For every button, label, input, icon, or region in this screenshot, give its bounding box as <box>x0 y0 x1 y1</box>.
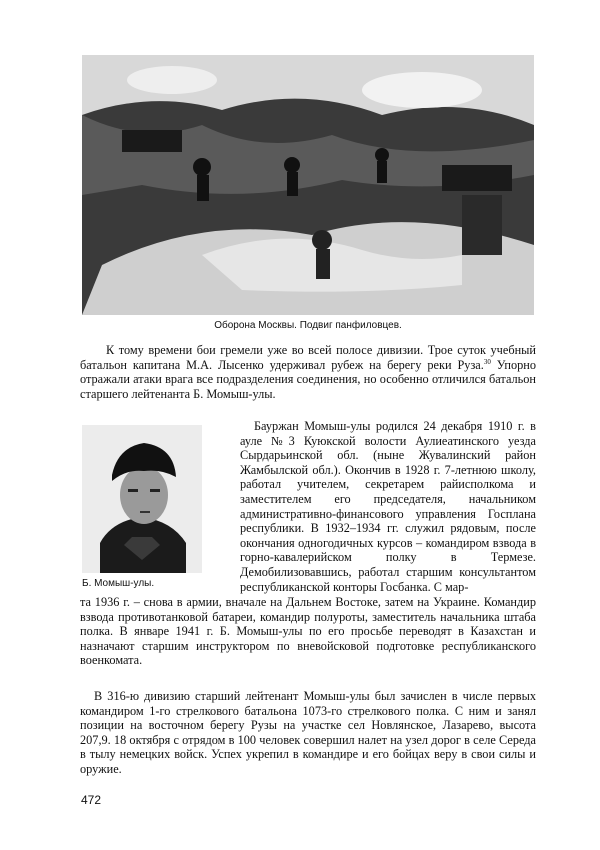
paragraph-2: Бауржан Момыш-улы родился 24 декабря 1910 г. в ауле №3 Куюкской волости Аулиеатинского уезда Сырдарьинской обл. (ныне Жувалинский район Жамбылской обл.). Окончив в 1928 г. 7-летнюю школу, работал учителем, секретарем райисполкома и заместителем его председателя, начальником административно-финансового управления Госплана республики. В 1932–1934 гг. служил рядовым, после окончания одногодичных курсов – командиром взвода в горно-кавалерийском полку в Термезе. Демобилизовавшись, работал старшим консультантом республиканской конторы Госбанка. С мар- <box>240 419 536 594</box>
battle-photo-caption: Оборона Москвы. Подвиг панфиловцев. <box>214 320 402 331</box>
portrait-momysh-uly <box>82 425 202 573</box>
paragraph-4: В 316-ю дивизию старший лейтенант Момыш-улы был зачислен в числе первых командиром 1-го стрелкового батальона 1073-го стрелкового полка. С ним и занял позиции на восточном берегу Рузы на участке сел Новлянское, Лазарево, высота 207,9. 18 октября с отрядом в 100 человек совершил налет на узел дорог в селе Середа в тылу немецких войск. Успех укрепил в командире и его бойцах веру в свои силы и оружие. <box>80 689 536 776</box>
paragraph-3: та 1936 г. – снова в армии, вначале на Дальнем Востоке, затем на Украине. Командир взвода противотанковой батареи, командир полуроты, заместитель начальника штаба полка. В январе 1941 г. Б. Момыш-улы по его просьбе переводят в Казахстан и назначают старшим инструктором по вневойсковой подготовке республиканского военкомата. <box>80 595 536 668</box>
portrait-caption: Б. Момыш-улы. <box>82 578 155 589</box>
footnote-marker: 30 <box>483 357 491 366</box>
page-number: 472 <box>81 793 102 807</box>
paragraph-1: К тому времени бои гремели уже во всей полосе дивизии. Трое суток учебный батальон капитана М.А. Лысенко удерживал рубеж на берегу реки Руза.$^{30}$ Упорно отражали атаки врага все подразделения соединения, но особенно отличился батальон старшего лейтенанта Б. Момыш-улы. <box>80 343 536 401</box>
battle-photo <box>82 55 534 315</box>
